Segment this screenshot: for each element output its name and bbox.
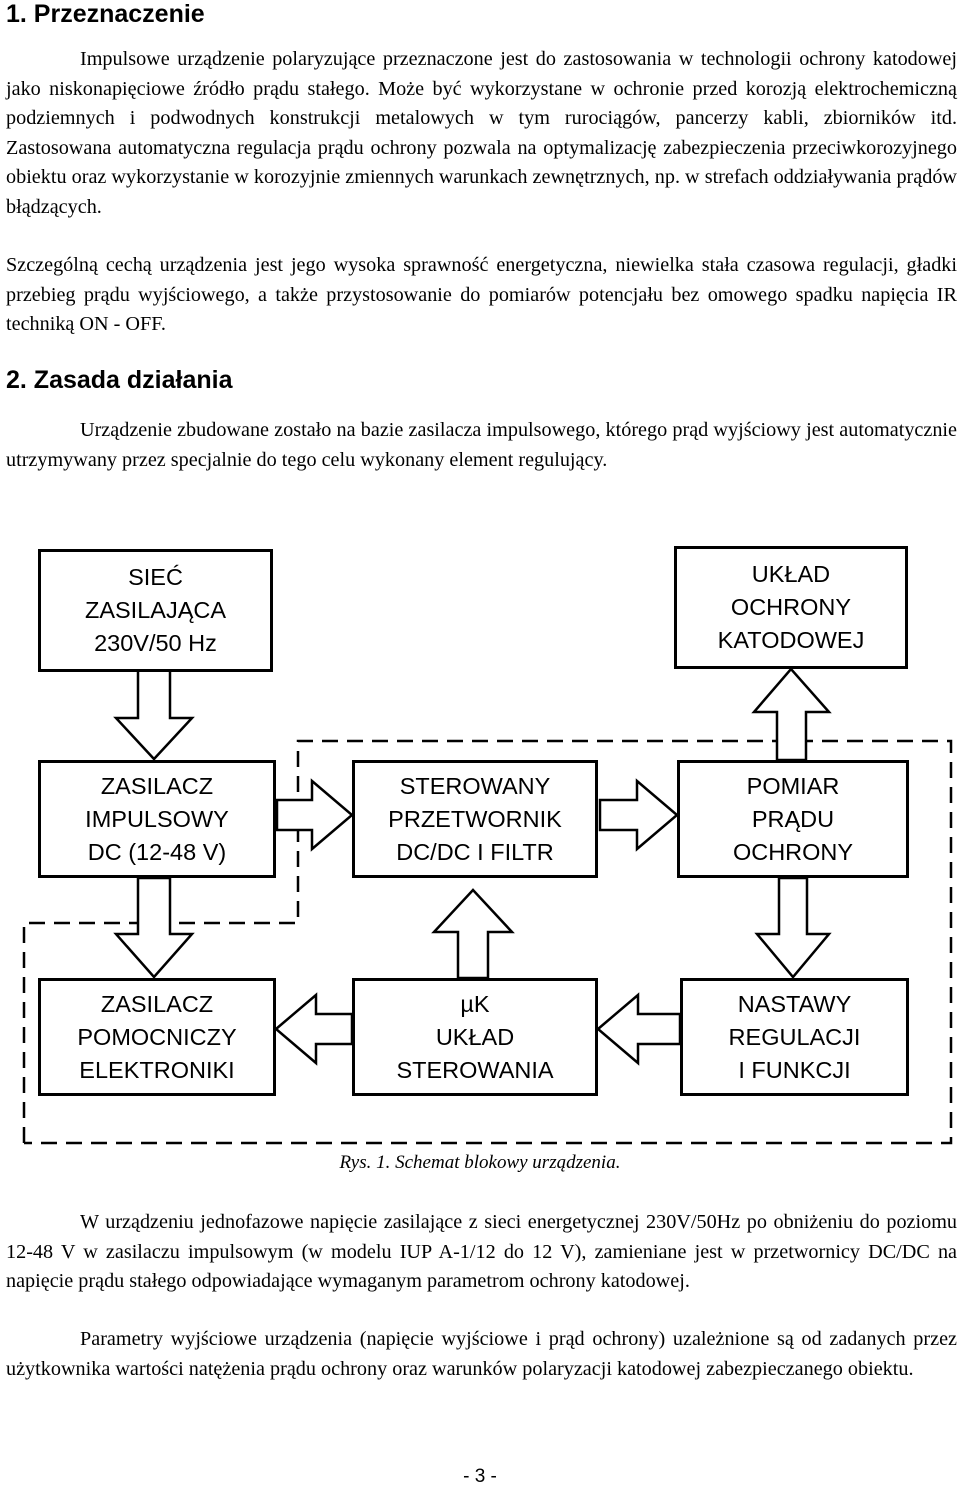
arrow-up-uklad-ochrony — [754, 669, 829, 760]
arrow-left-pomocniczy-sterowanie — [276, 995, 352, 1063]
arrow-down-pomiar — [757, 878, 829, 977]
section-heading-przeznaczenie: 1. Przeznaczenie — [6, 0, 205, 28]
paragraph-opis-2: Parametry wyjściowe urządzenia (napięcie wyjściowe i prąd ochrony) uzależnione są od zadanych przez użytkownika wartości natężenia prądu ochrony oraz warunków polaryzacji katodowej zabezpieczanego obiektu. — [6, 1328, 957, 1380]
arrow-down-siec — [116, 670, 192, 759]
page-number: - 3 - — [463, 1466, 497, 1487]
block-uklad-sterowania: µK UKŁAD STEROWANIA — [352, 978, 598, 1096]
section-heading-zasada-dzialania: 2. Zasada działania — [6, 366, 233, 394]
arrow-up-sterowanie — [434, 890, 512, 978]
paragraph-przeznaczenie-2: Szczególną cechą urządzenia jest jego wysoka sprawność energetyczna, niewielka stała czasowa regulacji, gładki przebieg prądu wyjściowego, a także przystosowanie do pomiarów potencjału bez omowego spadku napięcia IR techniką ON - OFF. — [6, 254, 957, 335]
paragraph-zasada-dzialania: Urządzenie zbudowane zostało na bazie zasilacza impulsowego, którego prąd wyjściowy jest automatycznie utrzymywany przez specjalnie do tego celu wykonany element regulujący. — [6, 419, 957, 471]
arrow-down-zasilacz-pomocniczy — [116, 878, 192, 977]
figure-caption: Rys. 1. Schemat blokowy urządzenia. — [339, 1152, 621, 1173]
block-zasilacz-pomocniczy: ZASILACZ POMOCNICZY ELEKTRONIKI — [38, 978, 276, 1096]
block-sterowany-przetwornik: STEROWANY PRZETWORNIK DC/DC I FILTR — [352, 760, 598, 878]
arrow-right-zasilacz-przetwornik — [277, 781, 352, 849]
block-nastawy-regulacji: NASTAWY REGULACJI I FUNKCJI — [680, 978, 909, 1096]
arrow-right-przetwornik-pomiar — [600, 781, 677, 849]
paragraph-opis-1: W urządzeniu jednofazowe napięcie zasilające z sieci energetycznej 230V/50Hz po obniżeniu do poziomu 12-48 V w zasilaczu impulsowym (w modelu IUP A-1/12 do 12 V), zamieniane jest w przetwornicy DC/DC na napięcie prądu stałego odpowiadające wymaganym parametrom ochrony katodowej. — [6, 1211, 957, 1292]
block-zasilacz-impulsowy: ZASILACZ IMPULSOWY DC (12-48 V) — [38, 760, 276, 878]
block-pomiar-pradu: POMIAR PRĄDU OCHRONY — [677, 760, 909, 878]
block-siec-zasilajaca: SIEĆ ZASILAJĄCA 230V/50 Hz — [38, 549, 273, 672]
block-uklad-ochrony-katodowej: UKŁAD OCHRONY KATODOWEJ — [674, 546, 908, 669]
arrow-left-sterowanie-nastawy — [598, 995, 680, 1063]
paragraph-przeznaczenie-1: Impulsowe urządzenie polaryzujące przeznaczone jest do zastosowania w technologii ochrony katodowej jako niskonapięciowe źródło prądu stałego. Może być wykorzystane w ochronie przed korozją elektrochemiczną podziemnych i podwodnych konstrukcji metalowych w tym rurociągów, pancerzy kabli, zbiorników itd. Zastosowana automatyczna regulacja prądu ochrony pozwala na optymalizację zabezpieczenia przeciwkorozyjnego obiektu oraz wykorzystanie w korozyjnie zmiennych warunkach zewnętrznych, np. w strefach oddziaływania prądów błądzących. — [6, 48, 957, 218]
